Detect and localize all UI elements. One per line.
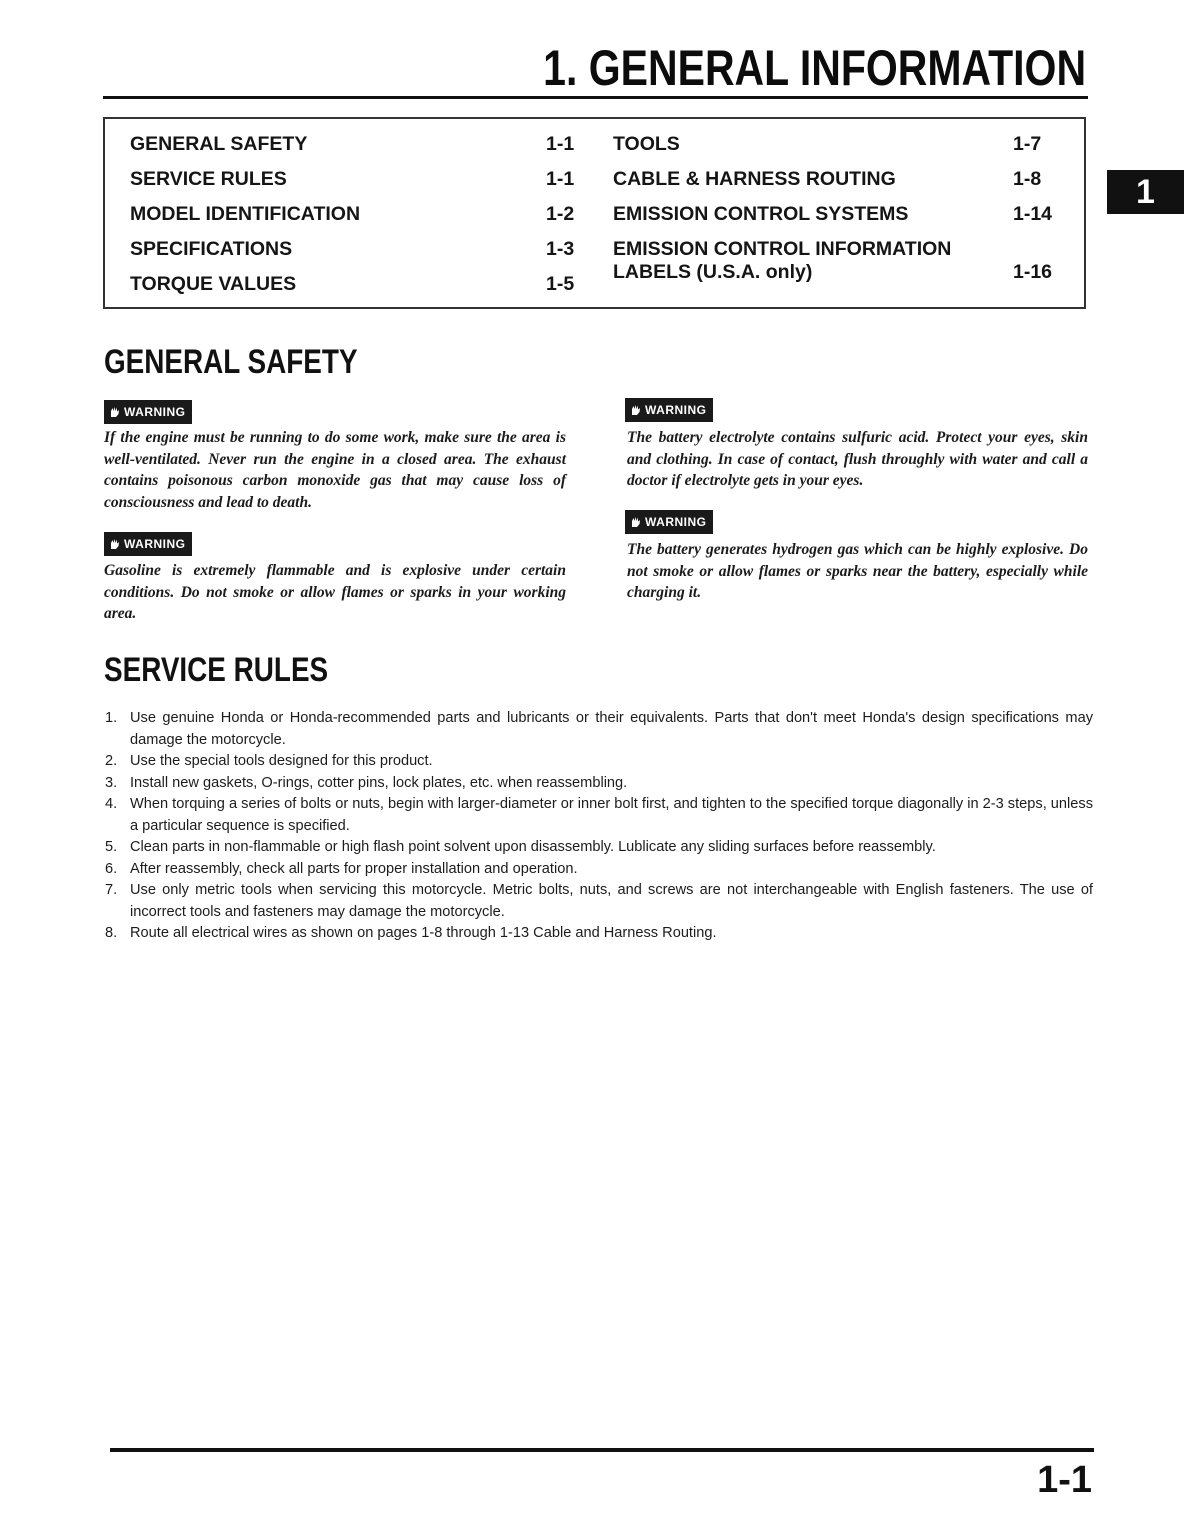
toc-page-emission-control-systems: 1-14 <box>1013 203 1053 225</box>
list-item <box>103 751 1093 773</box>
list-item <box>103 708 1093 751</box>
toc-item-specifications: SPECIFICATIONS <box>130 238 293 260</box>
section-heading-general-safety: GENERAL SAFETY <box>104 343 358 381</box>
warning-label: WARNING <box>645 515 707 529</box>
list-item-text: After reassembly, check all parts for proper installation and operation. <box>130 860 578 877</box>
warning-badge <box>625 510 713 534</box>
chapter-title: 1. GENERAL INFORMATION <box>543 40 1086 96</box>
toc-item-tools: TOOLS <box>613 133 680 155</box>
list-item <box>103 837 1093 859</box>
section-heading-service-rules: SERVICE RULES <box>104 651 329 689</box>
list-item-text: Route all electrical wires as shown on pages 1-8 through 1-13 Cable and Harness Routing. <box>130 925 717 941</box>
list-item-text: Use only metric tools when servicing this motorcycle. Metric bolts, nuts, and screws are not interchangeable with English fasteners. The use of incorrect tools and fasteners may damage the motorcycle. <box>130 882 1093 920</box>
list-item <box>103 773 1093 795</box>
warning-badge <box>104 400 192 424</box>
hand-warning-icon <box>629 515 643 529</box>
footer-rule <box>110 1448 1094 1452</box>
hand-warning-icon <box>629 403 643 417</box>
toc-page-tools: 1-7 <box>1013 133 1042 155</box>
list-item <box>103 923 1093 945</box>
list-item-number: 4. <box>105 796 118 812</box>
toc-item-emission-control-systems: EMISSION CONTROL SYSTEMS <box>613 203 909 225</box>
hand-warning-icon <box>108 405 122 419</box>
list-item-number: 3. <box>105 774 118 791</box>
toc-item-cable-harness-routing: CABLE & HARNESS ROUTING <box>613 168 896 190</box>
toc-page-cable-harness-routing: 1-8 <box>1013 168 1042 190</box>
toc-item-model-identification: MODEL IDENTIFICATION <box>130 203 361 225</box>
toc-page-service-rules: 1-1 <box>546 168 575 190</box>
title-rule <box>103 96 1088 99</box>
list-item-text: Clean parts in non-flammable or high flash point solvent upon disassembly. Lublicate any sliding surfaces before reassembly. <box>130 839 936 855</box>
warning-badge <box>104 532 192 556</box>
toc-page-general-safety: 1-1 <box>546 133 575 155</box>
hand-warning-icon <box>108 537 122 551</box>
warning-text-engine-ventilation: If the engine must be running to do some work, make sure the area is well-ventilated. Never run the engine in a closed area. The exhaust contains poisonous carbon monoxide gas that may cause loss of consciousness and lead to death. <box>104 429 566 511</box>
toc-page-model-identification: 1-2 <box>546 203 575 225</box>
warning-text-hydrogen-gas: The battery generates hydrogen gas which can be highly explosive. Do not smoke or allow flames or sparks near the battery, especially while charging it. <box>627 541 1088 601</box>
warning-label: WARNING <box>645 403 707 417</box>
warning-label: WARNING <box>124 405 186 419</box>
warning-label: WARNING <box>124 537 186 551</box>
list-item-number: 2. <box>105 753 118 769</box>
toc-page-specifications: 1-3 <box>546 238 575 260</box>
service-rules-list <box>103 708 1093 945</box>
toc-item-emission-control-information: EMISSION CONTROL INFORMATION <box>613 238 952 260</box>
toc-item-emission-labels: LABELS (U.S.A. only) <box>613 261 813 283</box>
toc-item-torque-values: TORQUE VALUES <box>130 273 297 295</box>
toc-page-emission-control-information: 1-16 <box>1013 261 1053 283</box>
list-item-number: 1. <box>105 710 118 726</box>
list-item <box>103 794 1093 837</box>
list-item-text: Use the special tools designed for this product. <box>130 753 433 769</box>
chapter-tab: 1 <box>1107 170 1184 214</box>
list-item-number: 7. <box>105 882 118 898</box>
warning-badge <box>625 398 713 422</box>
list-item-text: Use genuine Honda or Honda-recommended parts and lubricants or their equivalents. Parts that don't meet Honda's design specifications may damage the motorcycle. <box>130 710 1093 748</box>
list-item-text: Install new gaskets, O-rings, cotter pins, lock plates, etc. when reassembling. <box>130 774 628 791</box>
list-item-number: 8. <box>105 925 118 941</box>
warning-text-gasoline: Gasoline is extremely flammable and is explosive under certain conditions. Do not smoke or allow flames or sparks in your working area. <box>104 562 566 622</box>
toc-page-torque-values: 1-5 <box>546 273 575 295</box>
toc-item-general-safety: GENERAL SAFETY <box>130 133 308 155</box>
list-item <box>103 859 1093 881</box>
toc-item-service-rules: SERVICE RULES <box>130 168 287 190</box>
list-item-number: 6. <box>105 860 118 877</box>
list-item-text: When torquing a series of bolts or nuts, begin with larger-diameter or inner bolt first, and tighten to the specified torque diagonally in 2-3 steps, unless a particular sequence is specified. <box>130 796 1093 834</box>
page-number: 1-1 <box>1037 1459 1092 1501</box>
list-item-number: 5. <box>105 839 118 855</box>
warning-text-battery-acid: The battery electrolyte contains sulfuric acid. Protect your eyes, skin and clothing. In case of contact, flush throughly with water and call a doctor if electrolyte gets in your eyes. <box>627 429 1088 489</box>
list-item <box>103 880 1093 923</box>
